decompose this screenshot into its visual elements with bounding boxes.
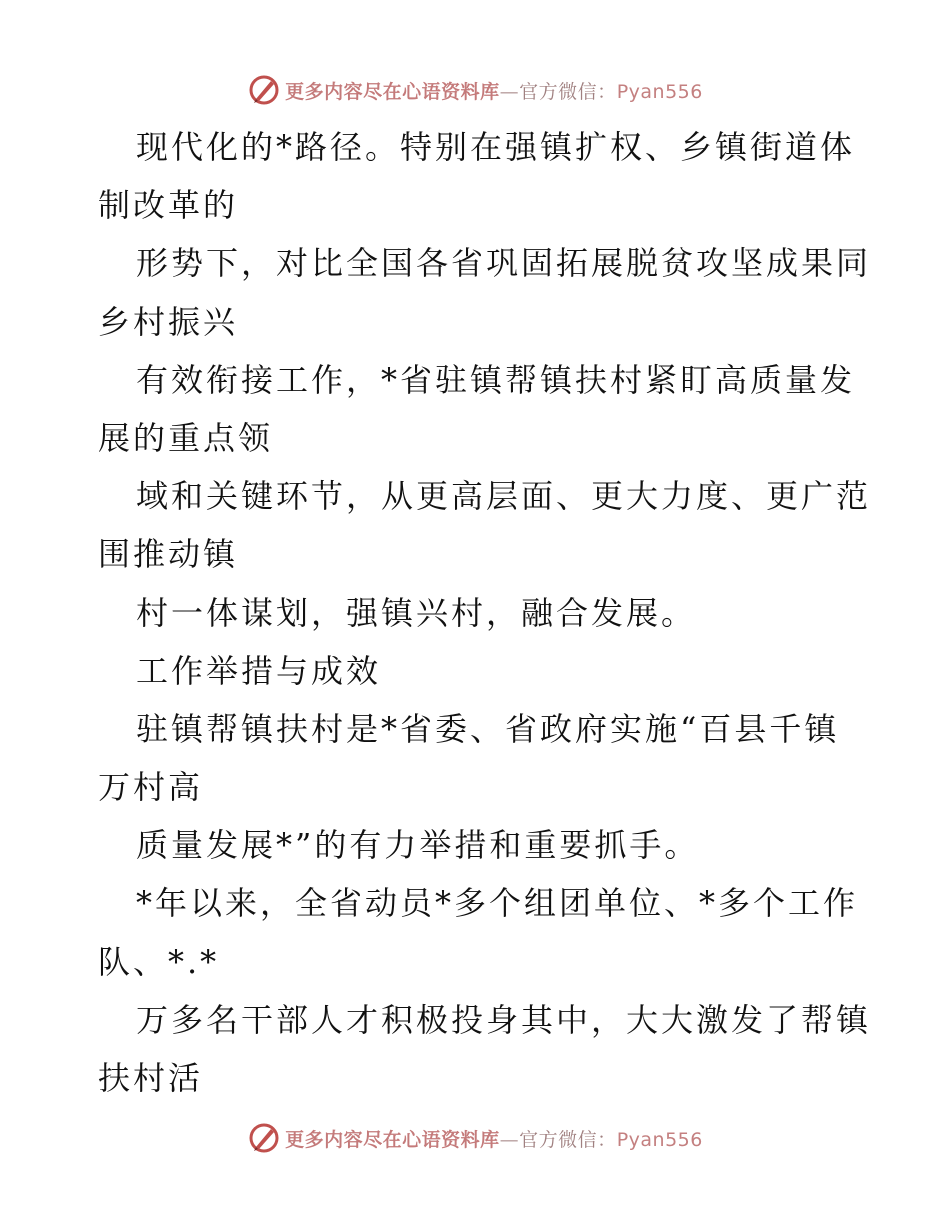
pen-logo-icon [247,1121,281,1155]
body-line: 万村高 [98,768,204,807]
document-body [98,118,872,1107]
body-line: 乡村振兴 [98,302,239,341]
header-brand: 更多内容尽在心语资料库 [285,80,500,103]
header-dash: — [499,80,520,103]
footer-dash: — [499,1128,520,1151]
section-heading: 工作举措与成效 [136,651,382,690]
pen-logo-icon [247,73,281,107]
body-line: 有效衔接工作，*省驻镇帮镇扶村紧盯高质量发 [136,360,856,399]
body-line: 围推动镇 [98,535,239,574]
header-wechat-id: Pyan556 [616,80,703,103]
footer-text [285,1125,703,1152]
body-line: 扶村活 [98,1059,204,1097]
footer-label: 官方微信： [519,1128,617,1151]
header-text [285,77,703,104]
body-line: 驻镇帮镇扶村是*省委、省政府实施“百县千镇 [136,709,840,748]
body-line: 制改革的 [98,186,239,225]
body-line: 队、*.* [98,942,220,981]
body-line: 形势下，对比全国各省巩固拓展脱贫攻坚成果同 [136,244,872,283]
body-line: 域和关键环节，从更高层面、更大力度、更广范 [136,477,872,516]
body-line: 质量发展*”的有力举措和重要抓手。 [136,826,700,865]
body-line: 现代化的*路径。特别在强镇扩权、乡镇街道体 [136,128,856,166]
header-label: 官方微信： [519,80,617,103]
body-line: 展的重点领 [98,418,274,457]
body-line: 万多名干部人才积极投身其中，大大激发了帮镇 [136,1000,872,1039]
footer-banner [0,1118,950,1158]
footer-brand: 更多内容尽在心语资料库 [285,1128,500,1151]
header-banner [0,70,950,110]
footer-wechat-id: Pyan556 [616,1128,703,1151]
body-line: *年以来，全省动员*多个组团单位、*多个工作 [136,884,859,923]
body-line: 村一体谋划，强镇兴村，融合发展。 [136,593,697,632]
